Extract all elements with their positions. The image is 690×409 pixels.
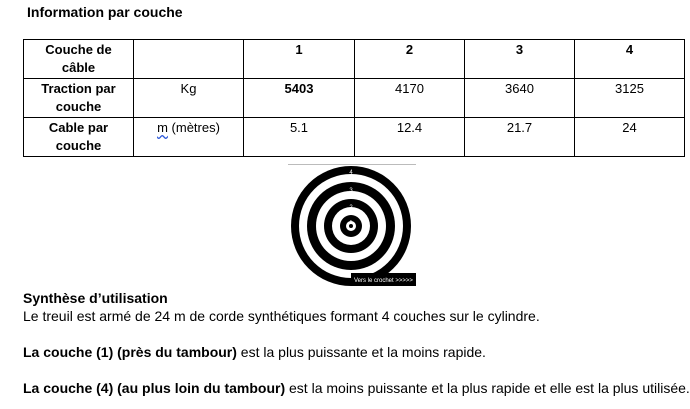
traction-value-3: 3640 <box>465 79 575 118</box>
header-layer-4: 4 <box>575 40 685 79</box>
unit-m: m <box>157 120 168 135</box>
header-layer-1: 1 <box>244 40 355 79</box>
row-label-cable: Cable par couche <box>24 118 134 157</box>
traction-value-1: 5403 <box>244 79 355 118</box>
layer-table <box>23 39 685 157</box>
unit-kg: Kg <box>134 79 244 118</box>
traction-value-2: 4170 <box>355 79 465 118</box>
synthese-line-3-bold: La couche (4) (au plus loin du tambour) <box>23 380 286 396</box>
synthese-line-2-rest: est la plus puissante et la moins rapide. <box>236 344 486 360</box>
layer-label-1: 1 <box>349 220 353 226</box>
synthese-line-3 <box>23 380 690 396</box>
layer-label-2: 2 <box>349 205 353 211</box>
layer-label-4: 4 <box>349 170 353 176</box>
unit-metres <box>134 118 244 157</box>
synthese-line-1: Le treuil est armé de 24 m de corde synthétiques formant 4 couches sur le cylindre. <box>23 308 540 324</box>
page-heading: Information par couche <box>27 4 183 20</box>
cable-value-2: 12.4 <box>355 118 465 157</box>
header-layer-2: 2 <box>355 40 465 79</box>
cable-value-3: 21.7 <box>465 118 575 157</box>
table-row-traction <box>24 79 685 118</box>
header-unit <box>134 40 244 79</box>
layer-label-3: 3 <box>349 188 353 194</box>
table-header-row <box>24 40 685 79</box>
rope-direction-caption: Vers le crochet >>>>> <box>354 278 413 284</box>
cable-value-1: 5.1 <box>244 118 355 157</box>
table-row-cable <box>24 118 685 157</box>
unit-metres-text: (mètres) <box>167 120 220 135</box>
cable-value-4: 24 <box>575 118 685 157</box>
synthese-title: Synthèse d’utilisation <box>23 290 168 306</box>
row-label-traction: Traction par couche <box>24 79 134 118</box>
synthese-line-2 <box>23 344 486 360</box>
header-layer-3: 3 <box>465 40 575 79</box>
synthese-line-3-rest: est la moins puissante et la plus rapide et elle est la plus utilisée. <box>285 380 690 396</box>
traction-value-4: 3125 <box>575 79 685 118</box>
header-couche-de-cable: Couche de câble <box>24 40 134 79</box>
synthese-line-2-bold: La couche (1) (près du tambour) <box>23 344 237 360</box>
drum-layers-diagram <box>288 164 416 286</box>
